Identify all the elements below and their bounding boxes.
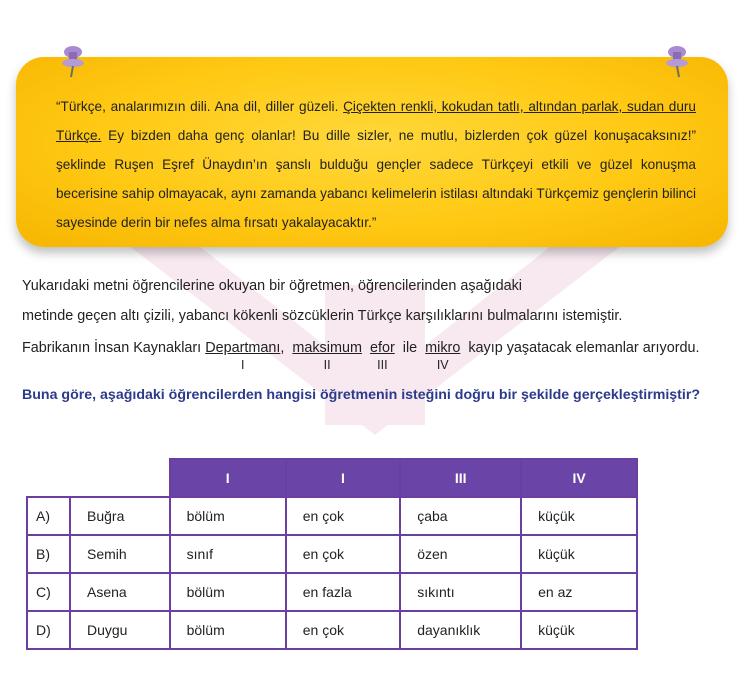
table-cell: en fazla — [286, 573, 401, 611]
pushpin-icon — [664, 44, 690, 78]
student-name: Semih — [70, 535, 170, 573]
option-letter: B) — [27, 535, 70, 573]
table-header: I — [170, 459, 286, 497]
example-word-1: Departmanı I — [205, 340, 281, 372]
table-cell: sıkıntı — [400, 573, 521, 611]
example-word-2: maksimum II — [292, 340, 362, 372]
quote-passage — [56, 92, 696, 237]
table-cell: bölüm — [170, 611, 286, 649]
student-name: Asena — [70, 573, 170, 611]
table-row[interactable] — [27, 497, 637, 535]
table-cell: dayanıklık — [400, 611, 521, 649]
table-row[interactable] — [27, 535, 637, 573]
table-cell: en çok — [286, 535, 401, 573]
table-cell: bölüm — [170, 497, 286, 535]
pushpin-icon — [60, 44, 86, 78]
passage-text-2: Ey bizden daha genç olanlar! Bu dille sizler, ne mutlu, bizlerden çok güzel konuşacaksınız!” şeklinde Ruşen Eşref Ünaydın’ın şanslı bulduğu gençler sadece Türkçeyi etkili ve güzel konuşma becerisine sahip olmayacak, aynı zamanda yabancı kelimelerin istilası altındaki Türkçemiz gençlerin bilinci sayesinde derin bir nefes alma fırsatı yakalayacaktır.” — [56, 128, 696, 230]
roman-numeral-4: IV — [436, 358, 449, 372]
question-stem: Buna göre, aşağıdaki öğrencilerden hangisi öğretmenin isteğini doğru bir şekilde gerçekleştirmiştir? — [22, 387, 701, 403]
option-letter: C) — [27, 573, 70, 611]
example-word-4: mikro IV — [425, 340, 461, 372]
table-cell: çaba — [400, 497, 521, 535]
roman-numeral-2: II — [323, 358, 331, 372]
table-cell: en çok — [286, 611, 401, 649]
table-cell: bölüm — [170, 573, 286, 611]
watermark-logo — [95, 225, 655, 445]
table-header: I — [286, 459, 401, 497]
table-row[interactable] — [27, 573, 637, 611]
answer-table — [26, 458, 638, 650]
table-cell: küçük — [521, 611, 637, 649]
student-name: Duygu — [70, 611, 170, 649]
intro-line-1: Yukarıdaki metni öğrencilerine okuyan bir öğretmen, öğrencilerinden aşağıdaki — [22, 278, 522, 294]
table-cell: en çok — [286, 497, 401, 535]
passage-underlined: Çiçekten renkli, kokudan tatlı, altından parlak, sudan duru Türkçe. — [56, 99, 696, 143]
table-cell: sınıf — [170, 535, 286, 573]
roman-numeral-3: III — [377, 358, 388, 372]
passage-text-1: “Türkçe, analarımızın dili. Ana dil, diller güzeli. — [56, 99, 344, 114]
intro-line-2: metinde geçen altı çizili, yabancı kökenli sözcüklerin Türkçe karşılıklarını bulmalarını istemiştir. — [22, 308, 623, 324]
student-name: Buğra — [70, 497, 170, 535]
table-cell: en az — [521, 573, 637, 611]
example-prefix: Fabrikanın İnsan Kaynakları — [22, 340, 206, 356]
roman-numeral-1: I — [241, 358, 245, 372]
table-cell: özen — [400, 535, 521, 573]
example-word-3: efor III — [369, 340, 395, 372]
table-header: III — [400, 459, 521, 497]
table-header: IV — [521, 459, 637, 497]
example-sentence: Fabrikanın İnsan Kaynakları Departmanı I , maksimum II efor III ile mikro IV kayıp yaşatacak elemanlar arıyordu. — [22, 340, 700, 372]
table-header-row — [27, 459, 637, 497]
option-letter: A) — [27, 497, 70, 535]
option-letter: D) — [27, 611, 70, 649]
table-row[interactable] — [27, 611, 637, 649]
table-cell: küçük — [521, 535, 637, 573]
table-cell: küçük — [521, 497, 637, 535]
